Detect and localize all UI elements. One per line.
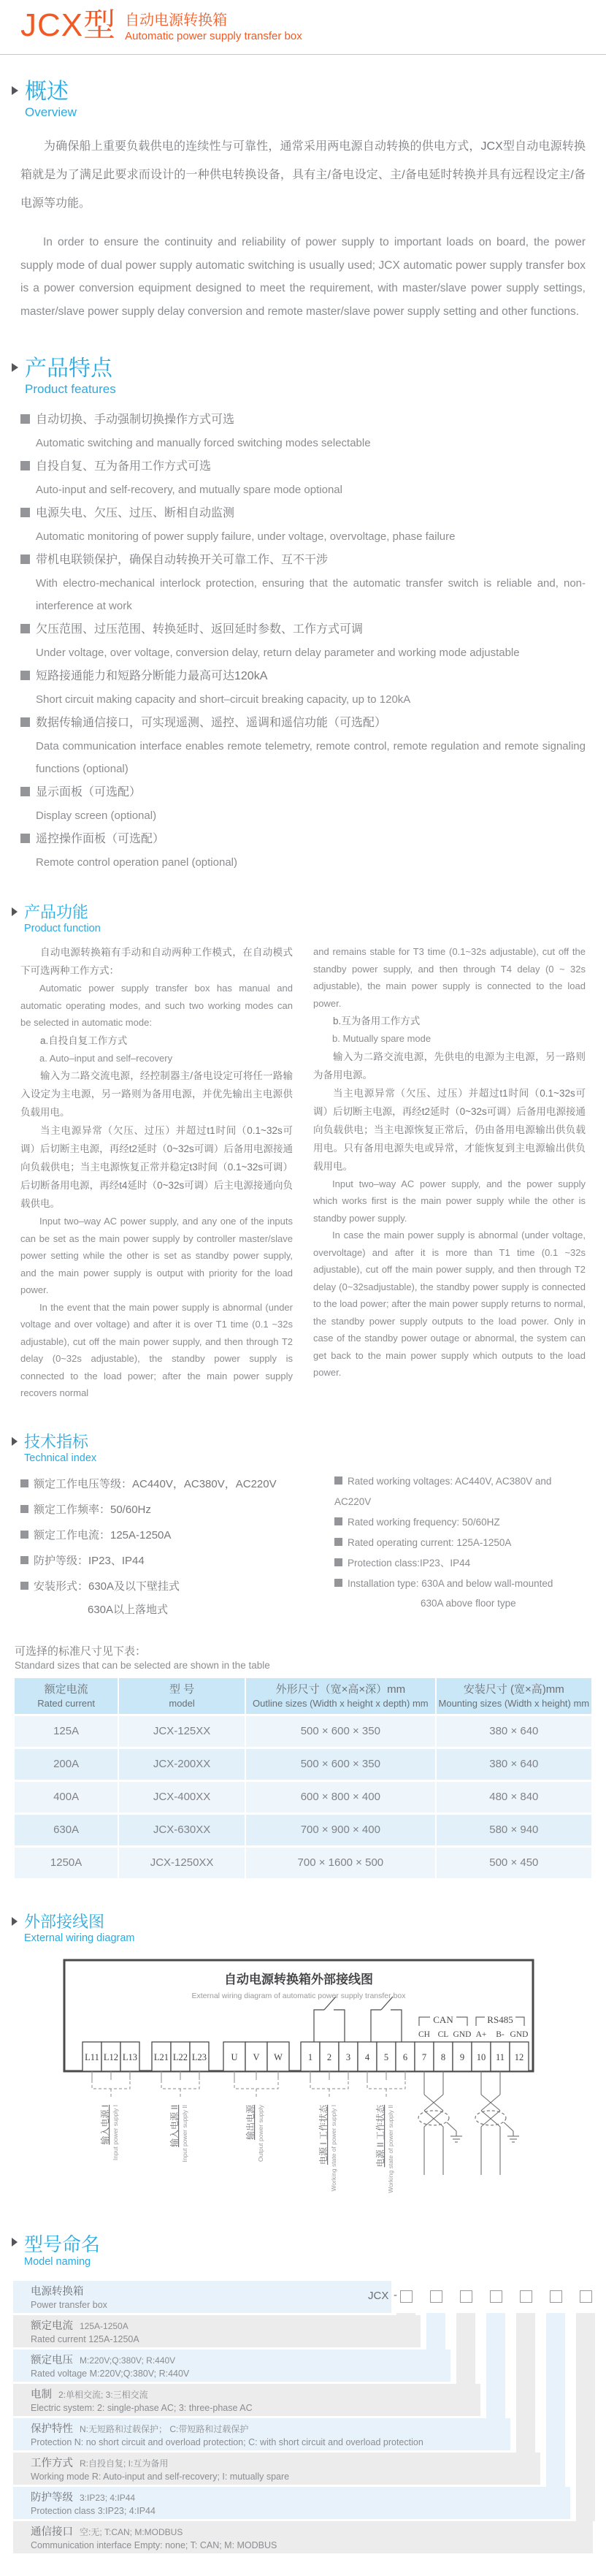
group-label-en: Input power supply I xyxy=(112,2104,119,2160)
feature-text-en: Auto-input and self-recovery, and mutually spare mode optional xyxy=(36,484,342,496)
overview-title-zh: 概述 xyxy=(25,80,69,104)
function-para: 输入为二路交流电源，经控制器主/备电设定可将任一路输入设定为主电源，另一路则为备用电源，并优先输出主电源供负载用电。 xyxy=(20,1070,293,1118)
feature-text-zh: 带机电联锁保护，确保自动转换开关可靠工作、互不干涉 xyxy=(36,554,329,566)
feature-item xyxy=(20,827,586,874)
pin-label: GND xyxy=(510,2030,529,2039)
bullet-square-icon xyxy=(334,1517,342,1525)
cell-mounting-size: 580 × 940 xyxy=(436,1813,591,1846)
pin-labels xyxy=(418,2030,528,2039)
page-header xyxy=(0,0,606,44)
feature-text-zh: 欠压范围、过压范围、转换延时、返回延时参数、工作方式可调 xyxy=(36,623,364,636)
feature-text-en: Automatic switching and manually forced switching modes selectable xyxy=(36,437,371,449)
pin-label: A+ xyxy=(475,2030,487,2039)
model-code-box xyxy=(400,2290,413,2303)
naming-strip xyxy=(486,2313,505,2418)
col-outline-sizes: 外形尺寸（宽×高×深）mm Outline sizes (Width x height x depth) mm xyxy=(245,1678,436,1715)
feature-text-zh: 短路接通能力和短路分断能力最高可达120kA xyxy=(36,670,268,682)
model-code-box xyxy=(490,2290,502,2303)
features-heading xyxy=(12,357,606,397)
wiring-group-labels xyxy=(99,2104,394,2193)
table-row xyxy=(15,1846,591,1879)
function-para: 输入为二路交流电源，先供电的电源为主电源，另一路则为备用电源。 xyxy=(313,1051,586,1081)
wiring-box-title-zh: 自动电源转换箱外部接线图 xyxy=(224,1972,373,1986)
terminal-cell: 4 xyxy=(364,2051,370,2062)
overview-paragraph-en: In order to ensure the continuity and reliability of power supply to important loads on board, the power supply mode of dual power supply automatic switching is usually used; JCX automatic power supply transfer box is a power conversion equipment designed to meet the requirement, with master/slave power supply settings, master/slave power supply delay conversion and remote master/slave power supply setting and other functions. xyxy=(20,236,586,318)
wiring-title-en: External wiring diagram xyxy=(24,1932,135,1944)
section-arrow-icon xyxy=(12,1917,18,1926)
table-row xyxy=(15,1715,591,1748)
technical-title-en: Technical index xyxy=(24,1452,97,1464)
group-label-zh: 输入电源 II xyxy=(169,2104,180,2147)
bullet-square-icon xyxy=(20,1531,28,1539)
naming-strip xyxy=(426,2313,445,2350)
cell-rated-current: 125A xyxy=(15,1715,118,1748)
naming-row: 电源转换箱 Power transfer box xyxy=(13,2281,391,2313)
cell-model: JCX-125XX xyxy=(118,1715,245,1748)
group-label-zh: 电源 II 工作状态 xyxy=(375,2104,386,2167)
technical-item: 额定工作电压等级：AC440V，AC380V，AC220V xyxy=(20,1471,312,1497)
terminal-cell: L13 xyxy=(122,2051,138,2062)
feature-text-zh: 自动切换、手动强制切换操作方式可选 xyxy=(36,414,235,426)
naming-row: 额定电流 125A-1250A Rated current 125A-1250A xyxy=(13,2315,421,2347)
model-code-box xyxy=(550,2290,562,2303)
technical-item: 额定工作频率：50/60Hz xyxy=(20,1497,312,1523)
cell-model: JCX-200XX xyxy=(118,1748,245,1780)
bullet-square-icon xyxy=(334,1538,342,1546)
function-para: b. Mutually spare mode xyxy=(332,1033,432,1044)
product-title-zh: 自动电源转换箱 xyxy=(125,12,228,28)
overview-title-en: Overview xyxy=(25,105,77,119)
product-model: JCX型 xyxy=(20,7,117,43)
technical-column-en xyxy=(334,1471,586,1621)
rs485-bus-label: RS485 xyxy=(487,2013,513,2025)
technical-item: Protection class:IP23、IP44 xyxy=(334,1553,586,1574)
feature-text-zh: 电源失电、欠压、过压、断相自动监测 xyxy=(36,507,235,519)
terminal-cell: U xyxy=(231,2051,238,2062)
bullet-square-icon xyxy=(20,508,30,517)
function-heading xyxy=(12,903,606,936)
cell-mounting-size: 380 × 640 xyxy=(436,1748,591,1780)
pin-label: CL xyxy=(437,2030,449,2039)
cell-outline-size: 700 × 1600 × 500 xyxy=(245,1846,436,1879)
sizes-note-en: Standard sizes that can be selected are shown in the table xyxy=(15,1659,270,1671)
feature-item xyxy=(20,664,586,711)
function-columns xyxy=(20,943,586,1402)
section-model-naming xyxy=(0,2233,606,2557)
function-title-en: Product function xyxy=(24,923,101,934)
cell-mounting-size: 500 × 450 xyxy=(436,1846,591,1879)
bullet-square-icon xyxy=(20,1505,28,1513)
model-code-box xyxy=(430,2290,442,2303)
feature-text-en: With electro-mechanical interlock protection, ensuring that the automatic transfer switch is reliable and, non-interference at work xyxy=(36,577,586,612)
pin-label: CH xyxy=(418,2030,430,2039)
terminal-cell: L21 xyxy=(153,2051,169,2062)
wiring-box-title-en: External wiring diagram of automatic power supply transfer box xyxy=(191,1991,406,2000)
group-brackets xyxy=(92,2071,405,2099)
cell-model: JCX-400XX xyxy=(118,1780,245,1813)
naming-row: 工作方式 R:自投自复; I:互为备用 Working mode R: Auto-input and self-recovery; I: mutually spare xyxy=(13,2453,540,2485)
feature-text-en: Short circuit making capacity and short–circuit breaking capacity, up to 120kA xyxy=(36,693,411,706)
terminal-cell: 2 xyxy=(326,2051,332,2062)
bullet-square-icon xyxy=(334,1579,342,1587)
naming-strip xyxy=(576,2313,595,2521)
section-arrow-icon xyxy=(12,907,18,916)
contact-switch-icon xyxy=(314,1997,402,2042)
cell-model: JCX-630XX xyxy=(118,1813,245,1846)
table-row xyxy=(15,1780,591,1813)
feature-text-en: Under voltage, over voltage, conversion delay, return delay parameter and working mode adjustable xyxy=(36,647,520,659)
feature-text-zh: 遥控操作面板（可选配） xyxy=(36,833,165,845)
feature-item xyxy=(20,408,586,454)
col-rated-current: 额定电流 Rated current xyxy=(15,1678,118,1715)
group-label-zh: 输出电源 xyxy=(245,2104,256,2140)
section-arrow-icon xyxy=(12,1437,18,1446)
terminal-cell: 7 xyxy=(421,2051,427,2062)
bullet-square-icon xyxy=(20,555,30,564)
feature-item xyxy=(20,501,586,548)
col-mounting-sizes: 安装尺寸 (宽×高)mm Mounting sizes (Width x height) mm xyxy=(436,1678,591,1715)
bullet-square-icon xyxy=(20,624,30,633)
technical-item: Rated working voltages: AC440V, AC380V and AC220V xyxy=(334,1475,552,1507)
feature-text-zh: 数据传输通信接口，可实现遥测、遥控、遥调和遥信功能（可选配） xyxy=(36,717,387,729)
bullet-square-icon xyxy=(20,1582,28,1590)
sizes-note-zh: 可选择的标准尺寸见下表： xyxy=(15,1645,147,1658)
group-label-zh: 输入电源 I xyxy=(100,2104,110,2145)
terminal-cell: W xyxy=(274,2051,283,2062)
section-wiring-diagram xyxy=(0,1913,606,2211)
feature-text-zh: 显示面板（可选配） xyxy=(36,786,142,799)
technical-item: 防护等级：IP23、IP44 xyxy=(20,1548,312,1574)
header-divider xyxy=(0,54,606,55)
terminal-cell: L22 xyxy=(172,2051,188,2062)
naming-title-en: Model naming xyxy=(24,2255,91,2268)
bullet-square-icon xyxy=(20,1479,28,1487)
feature-item xyxy=(20,780,586,827)
feature-text-en: Data communication interface enables remote telemetry, remote control, remote regulation and remote signaling functions (optional) xyxy=(36,740,586,775)
overview-paragraph-zh: 为确保船上重要负载供电的连续性与可靠性，通常采用两电源自动转换的供电方式，JCX型自动电源转换箱就是为了满足此要求而设计的一种供电转换设备，具有主/备电设定、主/备电延时转换并具有远程设定主/备电源等功能。 xyxy=(20,140,586,210)
function-para: 当主电源异常（欠压、过压）并超过t1时间（0.1~32s可调）后切断主电源，再经t2延时（0~32s可调）后备用电源接通向负载供电；当主电源恢复正常后，仍由备用电源输出供负载用电。只有备用电源失电或异常，才能恢复到主电源输出供负载用电。 xyxy=(313,1087,586,1172)
naming-row: 防护等级 3:IP23; 4:IP44 Protection class 3:IP23; 4:IP44 xyxy=(13,2487,570,2519)
naming-row: 额定电压 M:220V;Q:380V; R:440V Rated voltage M:220V;Q:380V; R:440V xyxy=(13,2350,450,2382)
section-arrow-icon xyxy=(12,2238,18,2247)
group-label-zh: 电源 I 工作状态 xyxy=(318,2104,329,2165)
terminal-cell: 11 xyxy=(495,2051,505,2062)
model-code-dash: - xyxy=(394,2288,397,2301)
terminal-cell: 3 xyxy=(345,2051,351,2062)
cell-outline-size: 500 × 600 × 350 xyxy=(245,1748,436,1780)
group-label-en: Working state of power supply II xyxy=(387,2104,394,2193)
group-label-en: Input power supply II xyxy=(181,2104,188,2162)
function-para: and remains stable for T3 time (0.1~32s adjustable), cut off the standby power supply, and then through T4 delay (0 ~ 32s adjustable), the main power supply is connected to the load power. xyxy=(313,946,586,1009)
bullet-square-icon xyxy=(334,1558,342,1566)
feature-item xyxy=(20,711,586,780)
bullet-square-icon xyxy=(20,834,30,843)
function-para: Input two–way AC power supply, and any one of the inputs can be set as the main power supply by controller master/slave power setting while the other is set as standby power supply, and the main power supply is output with priority for the load power. xyxy=(20,1216,293,1295)
cell-rated-current: 200A xyxy=(15,1748,118,1780)
feature-text-en: Automatic monitoring of power supply failure, under voltage, overvoltage, phase failure xyxy=(36,530,456,543)
cell-outline-size: 600 × 800 × 400 xyxy=(245,1780,436,1813)
model-code-box xyxy=(520,2290,532,2303)
naming-row: 保护特性 N:无短路和过载保护； C:带短路和过载保护 Protection N: no short circuit and overload protection; C: with short circuit and overload protection xyxy=(13,2418,510,2450)
wiring-title-zh: 外部接线图 xyxy=(24,1912,105,1931)
group-label-en: Working state of power supply I xyxy=(330,2104,337,2191)
terminal-cell: 5 xyxy=(383,2051,389,2062)
bullet-square-icon xyxy=(20,461,30,470)
technical-heading xyxy=(12,1433,606,1466)
terminal-cell: 6 xyxy=(402,2051,408,2062)
technical-column-zh xyxy=(20,1471,312,1621)
technical-columns xyxy=(20,1471,586,1621)
technical-item: 安装形式：630A及以下壁挂式 630A以上落地式 xyxy=(20,1574,312,1621)
naming-heading xyxy=(12,2233,606,2269)
naming-title-zh: 型号命名 xyxy=(24,2233,101,2255)
product-titles xyxy=(125,12,302,44)
function-para: Input two–way AC power supply, and the power supply which works first is the main power supply while the other is standby power supply. xyxy=(313,1178,586,1224)
function-para: In the event that the main power supply is abnormal (under voltage and over voltage) and after it is over T1 time (0.1 ~32s adjustable), cut off the main power supply, and then through T2 delay (0~32s adjustable), the standby power supply is connected to the load power; after the main power supply recovers normal xyxy=(20,1301,293,1398)
cell-mounting-size: 480 × 840 xyxy=(436,1780,591,1813)
terminal-cell: 12 xyxy=(514,2051,524,2062)
section-overview xyxy=(0,80,606,323)
function-para: a.自投自复工作方式 xyxy=(40,1034,128,1046)
function-para: b.互为备用工作方式 xyxy=(333,1015,421,1026)
pin-label: GND xyxy=(453,2030,472,2039)
sizes-table-header-row xyxy=(15,1678,591,1715)
model-code-prefix: JCX xyxy=(368,2289,389,2302)
function-title-zh: 产品功能 xyxy=(24,903,89,921)
technical-item: Rated operating current: 125A-1250A xyxy=(334,1533,586,1553)
features-title-zh: 产品特点 xyxy=(25,357,112,381)
feature-item xyxy=(20,548,586,617)
terminal-cell: L11 xyxy=(85,2051,99,2062)
cell-outline-size: 700 × 900 × 400 xyxy=(245,1813,436,1846)
twisted-pair-rs485-icon xyxy=(475,2071,519,2175)
naming-row: 通信接口 空:无; T:CAN; M:MODBUS Communication interface Empty: none; T: CAN; M: MODBUS xyxy=(13,2521,593,2553)
wiring-heading xyxy=(12,1913,606,1946)
terminal-cell: V xyxy=(253,2051,260,2062)
section-product-features xyxy=(0,357,606,874)
feature-item xyxy=(20,617,586,664)
cell-mounting-size: 380 × 640 xyxy=(436,1715,591,1748)
terminal-cell: L23 xyxy=(191,2051,207,2062)
product-title-en: Automatic power supply transfer box xyxy=(125,30,302,42)
function-para: In case the main power supply is abnormal (under voltage, overvoltage) and after it is more than T1 time (0.1 ~32s adjustable), cut off the main power supply, and then through T2 delay (0~32sadjustable), the standby power supply is connected to the load power; after the main power supply returns to normal, the standby power supply outputs to the load power. Only in case of the standby power outage or abnormal, the system can get back to the main power supply which outputs to the load power. xyxy=(313,1230,586,1378)
table-row xyxy=(15,1748,591,1780)
technical-item: Installation type: 630A and below wall-mounted 630A above floor type xyxy=(334,1574,586,1613)
cell-rated-current: 1250A xyxy=(15,1846,118,1879)
technical-item: 额定工作电流：125A-1250A xyxy=(20,1523,312,1548)
model-naming-diagram xyxy=(13,2281,593,2557)
bullet-square-icon xyxy=(20,1556,28,1564)
section-standard-sizes xyxy=(0,1643,606,1880)
function-para: a. Auto–input and self–recovery xyxy=(39,1052,173,1064)
section-arrow-icon xyxy=(12,363,18,372)
can-bus-label: CAN xyxy=(433,2013,453,2025)
technical-item: Rated working frequency: 50/60HZ xyxy=(334,1512,586,1533)
function-column-right xyxy=(313,943,586,1402)
cell-rated-current: 400A xyxy=(15,1780,118,1813)
feature-text-en: Remote control operation panel (optional) xyxy=(36,856,237,869)
terminal-cell: 1 xyxy=(307,2051,313,2062)
feature-text-en: Display screen (optional) xyxy=(36,809,157,822)
cell-outline-size: 500 × 600 × 350 xyxy=(245,1715,436,1748)
bullet-square-icon xyxy=(20,717,30,727)
model-code-box xyxy=(580,2290,592,2303)
feature-list xyxy=(20,408,586,874)
group-label-en: Output power supply xyxy=(257,2104,264,2162)
twisted-pair-can-icon xyxy=(418,2071,462,2175)
terminal-cell: L12 xyxy=(103,2051,119,2062)
bullet-square-icon xyxy=(20,787,30,796)
technical-title-zh: 技术指标 xyxy=(24,1432,89,1451)
section-product-function xyxy=(0,903,606,1402)
terminal-cell: 9 xyxy=(459,2051,465,2062)
wiring-diagram xyxy=(57,1956,606,2211)
bullet-square-icon xyxy=(334,1476,342,1485)
pin-label: B- xyxy=(496,2030,505,2039)
naming-strip xyxy=(516,2313,535,2453)
cell-rated-current: 630A xyxy=(15,1813,118,1846)
model-code-box xyxy=(460,2290,472,2303)
naming-row: 电制 2:单相交流; 3:三相交流 Electric system: 2: single-phase AC; 3: three-phase AC xyxy=(13,2384,480,2416)
section-arrow-icon xyxy=(12,86,18,95)
overview-heading xyxy=(12,80,606,121)
feature-item xyxy=(20,454,586,501)
bullet-square-icon xyxy=(20,671,30,680)
features-title-en: Product features xyxy=(25,382,116,396)
function-para: Automatic power supply transfer box has manual and automatic operating modes, and such two working modes can be selected in automatic mode: xyxy=(20,983,293,1028)
col-model: 型 号 model xyxy=(118,1678,245,1715)
function-para: 自动电源转换箱有手动和自动两种工作模式，在自动模式下可选两种工作方式： xyxy=(20,947,293,976)
wiring-diagram-svg xyxy=(57,1956,539,2208)
naming-strip xyxy=(546,2313,565,2487)
terminal-cell: 10 xyxy=(476,2051,486,2062)
sizes-table xyxy=(15,1678,591,1880)
cell-model: JCX-1250XX xyxy=(118,1846,245,1879)
function-para: 当主电源异常（欠压、过压）并超过t1时间（0.1~32s可调）后切断主电源，再经t2延时（0~32s可调）后备用电源接通向负载供电；当主电源恢复正常并稳定t3时间（0.1~32s可调）后切断备用电源，再经t4延时（0~32s可调）后主电源接通向负载供电。 xyxy=(20,1125,293,1209)
naming-strip xyxy=(456,2313,475,2384)
feature-text-zh: 自投自复、互为备用工作方式可选 xyxy=(36,460,212,473)
function-column-left xyxy=(20,943,293,1402)
table-row xyxy=(15,1813,591,1846)
bullet-square-icon xyxy=(20,414,30,424)
terminal-cell: 8 xyxy=(440,2051,446,2062)
section-technical-index xyxy=(0,1433,606,1621)
